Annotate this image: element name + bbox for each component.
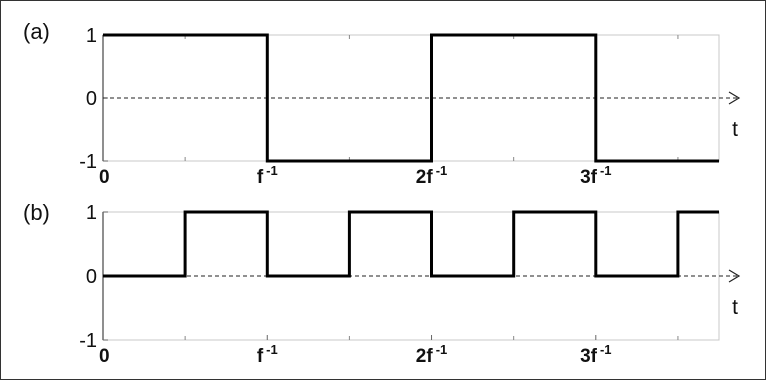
- x-tick-label: 3f $^{-1}$: [580, 163, 612, 188]
- x-tick-label: f $^{-1}$: [256, 163, 278, 188]
- x-tick-label: 3f $^{-1}$: [580, 342, 612, 367]
- y-tick-label: 1: [85, 202, 97, 224]
- y-tick-label: -1: [79, 330, 97, 352]
- panel-a: [23, 19, 739, 188]
- y-tick-label: 0: [85, 88, 97, 110]
- x-tick-label: 2f $^{-1}$: [415, 163, 448, 188]
- axis-variable-label: t: [732, 118, 738, 141]
- y-tick-label: -1: [79, 151, 97, 173]
- axis-variable-label: t: [732, 296, 738, 319]
- panel-label: (b): [23, 200, 50, 225]
- panel-label: (a): [23, 19, 50, 44]
- square-wave-chart: [1, 1, 765, 379]
- x-tick-label: 0: [99, 346, 110, 367]
- x-tick-label: 2f $^{-1}$: [415, 342, 448, 367]
- x-tick-label: 0: [99, 167, 110, 188]
- square-wave-line: [103, 212, 719, 276]
- y-tick-label: 1: [85, 25, 97, 47]
- x-tick-label: f $^{-1}$: [256, 342, 278, 367]
- y-tick-label: 0: [85, 266, 97, 288]
- panel-b: [23, 200, 739, 367]
